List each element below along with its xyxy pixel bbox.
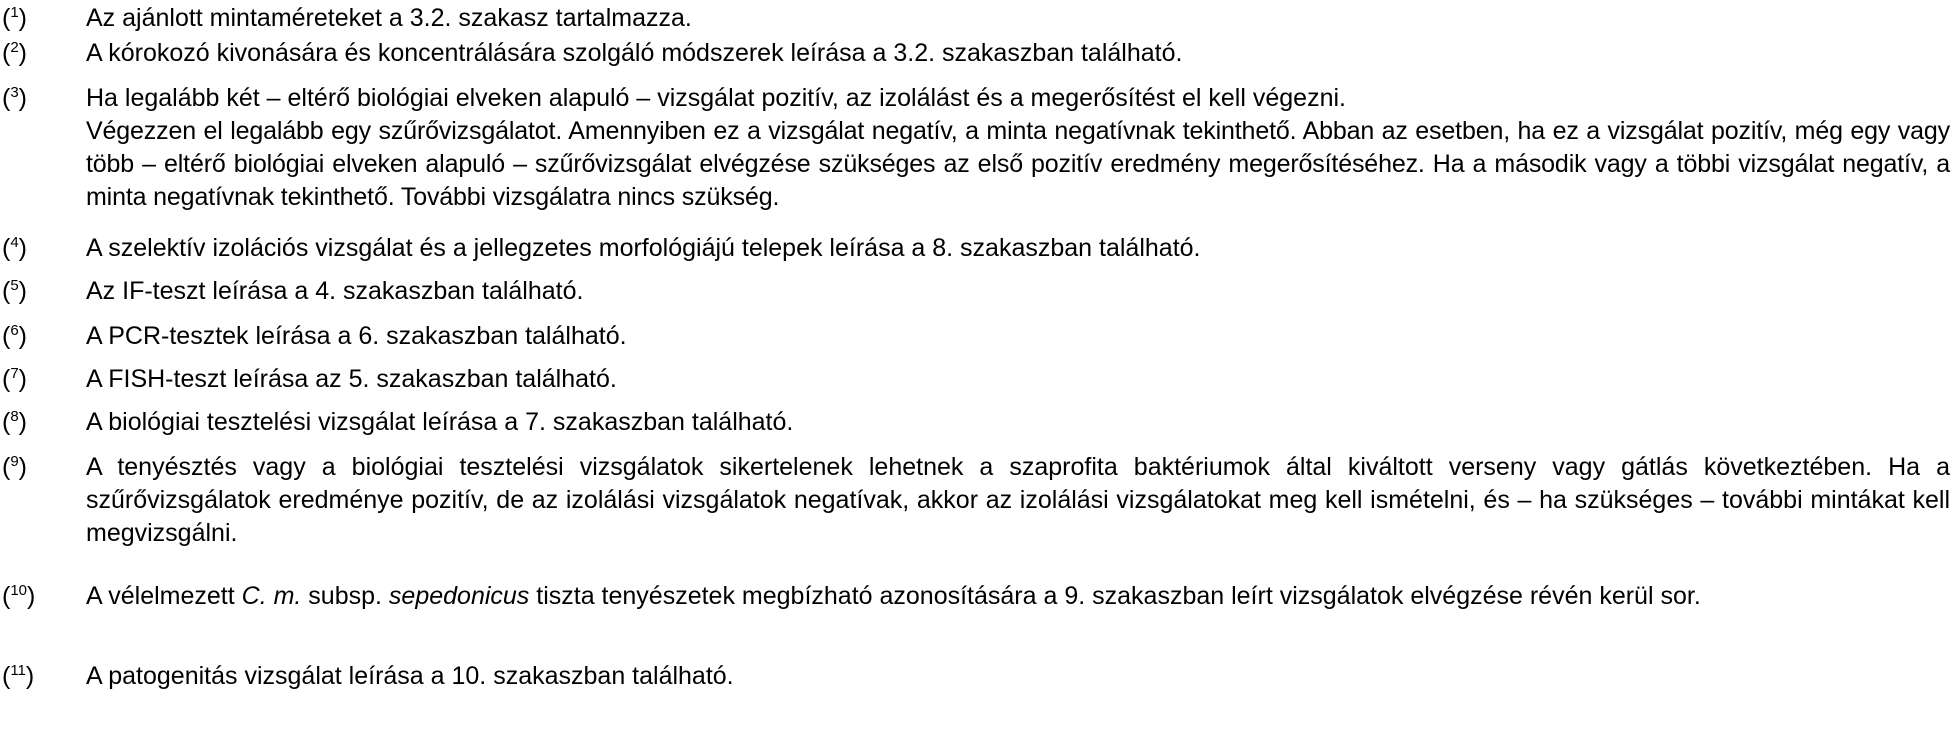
footnote-number: ($^2$)	[2, 39, 27, 67]
footnote-number: ($^{11}$)	[2, 662, 35, 690]
footnote-number: ($^7$)	[2, 365, 27, 393]
footnote-text: Az ajánlott mintaméreteket a 3.2. szakasz tartalmazza.	[86, 4, 692, 32]
footnote-text: A PCR-tesztek leírása a 6. szakaszban található.	[86, 322, 627, 350]
footnote-number: ($^6$)	[2, 322, 27, 350]
footnote-text: A kórokozó kivonására és koncentrálására szolgáló módszerek leírása a 3.2. szakaszban található.	[86, 39, 1183, 67]
footnote-number: ($^3$)	[2, 84, 27, 112]
footnote-number: ($^5$)	[2, 277, 27, 305]
footnote-number: ($^8$)	[2, 408, 27, 436]
footnote-number: ($^4$)	[2, 234, 27, 262]
footnote-text: A szelektív izolációs vizsgálat és a jellegzetes morfológiájú telepek leírása a 8. szakaszban található.	[86, 234, 1201, 262]
footnote-text: A vélelmezett C. m. subsp. sepedonicus tiszta tenyészetek megbízható azonosítására a 9. szakaszban leírt vizsgálatok elvégzése révén kerül sor.	[86, 582, 1701, 610]
footnote-text: A tenyésztés vagy a biológiai tesztelési vizsgálatok sikertelenek lehetnek a szaprofita baktériumok által kiváltott verseny vagy gátlás következtében. Ha a szűrővizsgálatok eredménye pozitív, de az izolálási vizsgálatok negatívak, akkor az izolálási vizsgálatokat meg kell ismételni, és – ha szükséges – további mintákat kell megvizsgálni.	[86, 453, 1950, 547]
footnote-number: ($^1$)	[2, 4, 27, 32]
footnote-text: A biológiai tesztelési vizsgálat leírása a 7. szakaszban található.	[86, 408, 794, 436]
footnote-text: Ha legalább két – eltérő biológiai elveken alapuló – vizsgálat pozitív, az izolálást és a megerősítést el kell végezni. Végezzen el legalább egy szűrővizsgálatot. Amennyiben ez a vizsgálat negatív, a minta negatívnak tekinthető. Abban az esetben, ha ez a vizsgálat pozitív, még egy vagy több – eltérő biológiai elveken alapuló – szűrővizsgálat elvégzése szükséges az első pozitív eredmény megerősítéséhez. Ha a második vagy a többi vizsgálat negatív, a minta negatívnak tekinthető. További vizsgálatra nincs szükség.	[86, 84, 1950, 211]
footnote-number: ($^{10}$)	[2, 582, 36, 610]
footnote-text: A FISH-teszt leírása az 5. szakaszban található.	[86, 365, 617, 393]
footnote-text: Az IF-teszt leírása a 4. szakaszban található.	[86, 277, 584, 305]
footnote-text: A patogenitás vizsgálat leírása a 10. szakaszban található.	[86, 662, 734, 690]
footnote-number: ($^9$)	[2, 453, 27, 481]
